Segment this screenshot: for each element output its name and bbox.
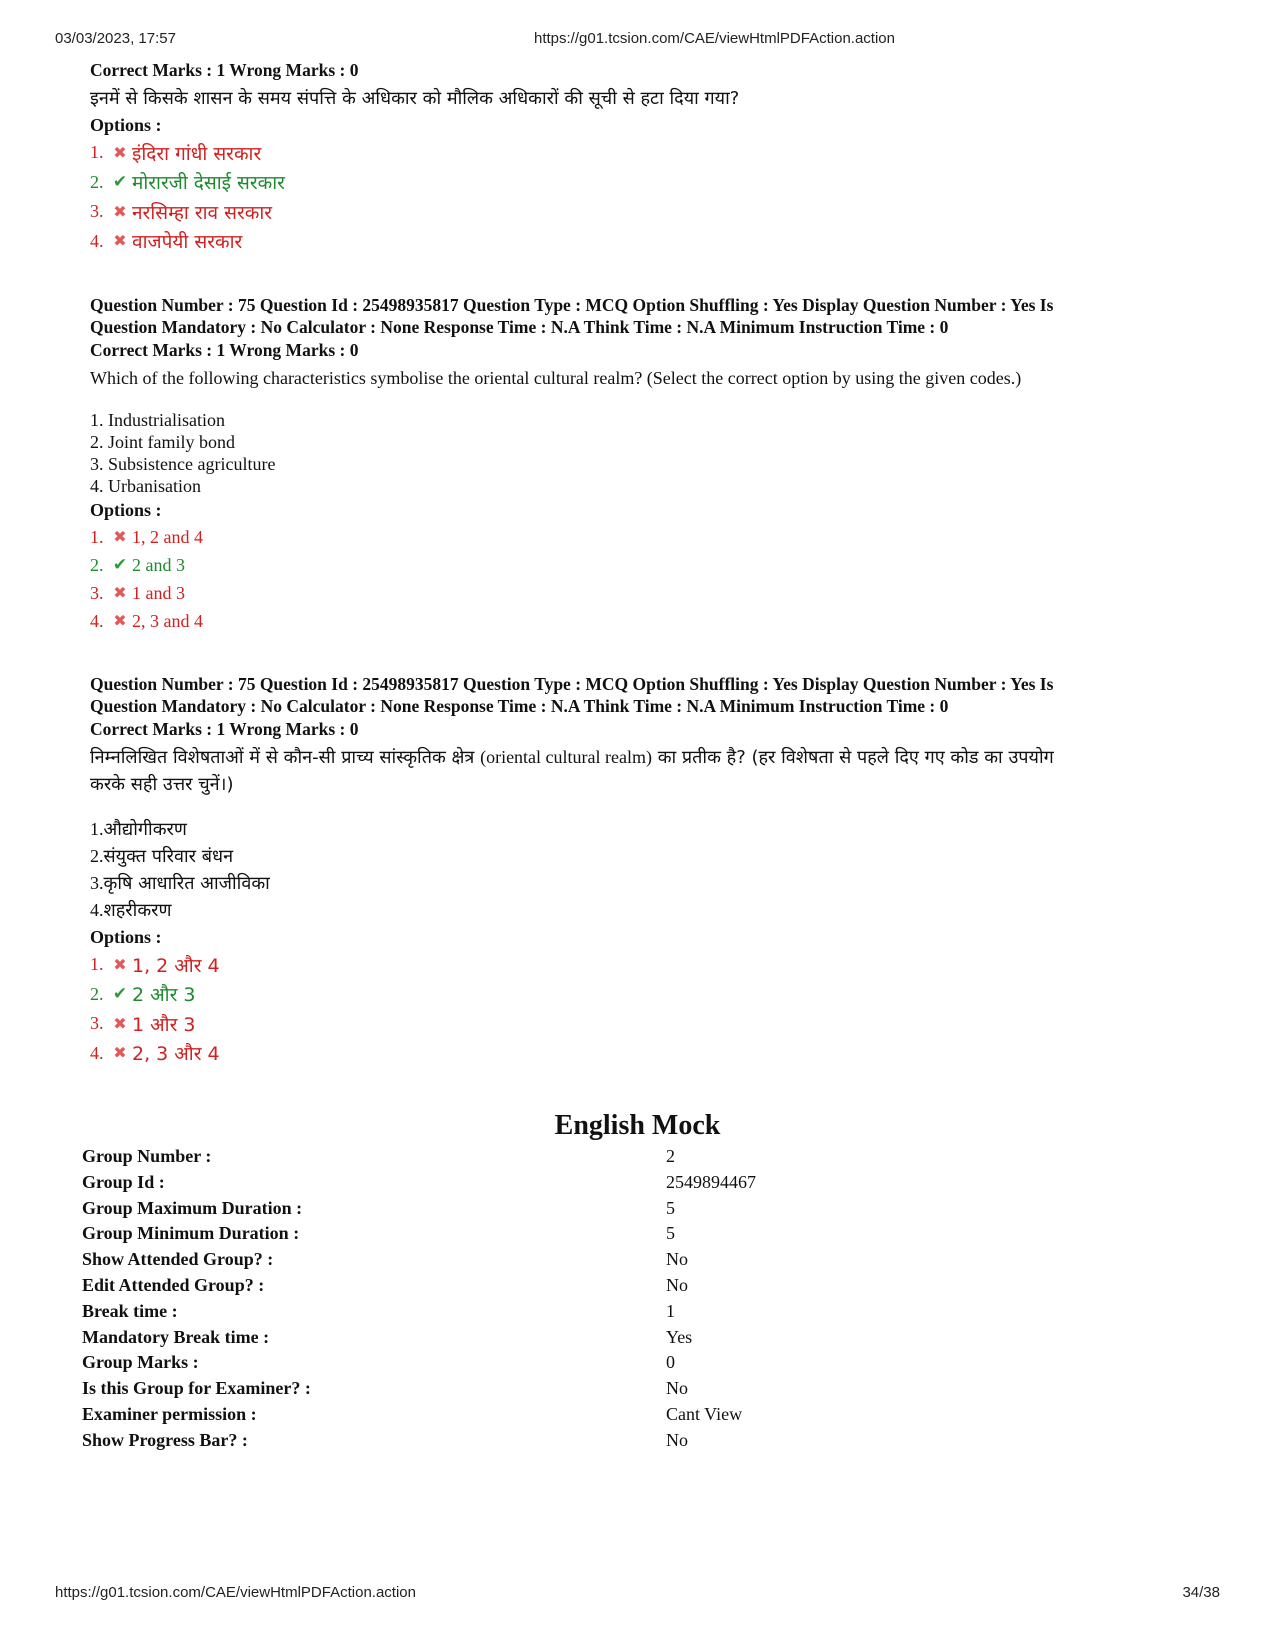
option-text: 1, 2 and 4: [132, 526, 203, 547]
option-number: 3.: [90, 201, 104, 222]
option-number: 1.: [90, 526, 104, 547]
group-info-value: No: [666, 1274, 688, 1295]
group-info-label: Show Attended Group? :: [82, 1249, 274, 1270]
option-text: 2 and 3: [132, 554, 185, 575]
statement-number: 3.: [90, 873, 104, 893]
option-item: [90, 523, 1210, 551]
group-info-table: [82, 1144, 1182, 1454]
options-list: [90, 138, 1210, 256]
option-text: वाजपेयी सरकार: [132, 231, 243, 254]
group-info-label: Is this Group for Examiner? :: [82, 1378, 311, 1399]
statement-text: कृषि आधारित आजीविका: [103, 873, 270, 894]
group-info-value: Yes: [666, 1326, 693, 1347]
option-text: 2, 3 and 4: [132, 610, 203, 631]
statement-item: [90, 843, 1210, 870]
group-info-value: No: [666, 1378, 688, 1399]
cross-icon: ✖: [113, 529, 127, 546]
option-text: 1 and 3: [132, 582, 185, 603]
question-text: Which of the following characteristics symbolise the oriental cultural realm? (Select the correct option by using the given codes.): [90, 368, 1022, 388]
statement-text: शहरीकरण: [103, 900, 172, 921]
options-label: Options :: [90, 927, 162, 947]
statement-list: [90, 409, 1210, 497]
question-meta-line: Question Mandatory : No Calculator : None Response Time : N.A Think Time : N.A Minimum Instruction Time : 0: [90, 696, 949, 716]
option-number: 2.: [90, 554, 104, 575]
group-info-value: 2549894467: [666, 1171, 756, 1192]
group-info-row: [82, 1144, 1182, 1170]
group-info-label: Group Minimum Duration :: [82, 1223, 300, 1244]
group-info-value: 1: [666, 1300, 675, 1321]
print-footer: [55, 1584, 1220, 1606]
group-info-label: Break time :: [82, 1300, 178, 1321]
question-text: इनमें से किसके शासन के समय संपत्ति के अधिकार को मौलिक अधिकारों की सूची से हटा दिया गया?: [90, 88, 740, 109]
question-text-part: का प्रतीक है? (हर विशेषता से पहले दिए गए कोड का उपयोग: [652, 747, 1054, 768]
group-info-label: Group Marks :: [82, 1352, 199, 1373]
option-number: 2.: [90, 983, 104, 1004]
group-info-row: [82, 1299, 1182, 1325]
question-text: [90, 744, 1210, 798]
group-info-row: [82, 1221, 1182, 1247]
options-list: [90, 523, 1210, 635]
group-info-value: Cant View: [666, 1403, 743, 1424]
question-meta-line: Question Number : 75 Question Id : 25498935817 Question Type : MCQ Option Shuffling : Yes Display Question Number : Yes Is: [90, 295, 1054, 315]
group-info-label: Examiner permission :: [82, 1403, 257, 1424]
statement-item: 2. Joint family bond: [90, 432, 235, 452]
option-text: 1 और 3: [132, 1013, 196, 1036]
cross-icon: ✖: [113, 1045, 127, 1063]
statement-item: 3. Subsistence agriculture: [90, 454, 276, 474]
group-info-label: Mandatory Break time :: [82, 1326, 270, 1347]
print-datetime: 03/03/2023, 17:57: [55, 30, 176, 47]
print-url[interactable]: https://g01.tcsion.com/CAE/viewHtmlPDFAction.action: [534, 30, 895, 47]
option-item: [90, 950, 1210, 980]
statement-number: 4.: [90, 900, 104, 920]
option-text: 2 और 3: [132, 984, 196, 1007]
group-info-label: Group Number :: [82, 1146, 212, 1166]
marks-line: Correct Marks : 1 Wrong Marks : 0: [90, 340, 359, 360]
marks-line: Correct Marks : 1 Wrong Marks : 0: [90, 60, 359, 80]
group-info-row: [82, 1325, 1182, 1351]
question-content: [90, 58, 1210, 1068]
section-title: English Mock: [554, 1110, 721, 1141]
option-item: [90, 227, 1210, 257]
option-text: 1, 2 और 4: [132, 954, 220, 977]
question-meta-line: Question Number : 75 Question Id : 25498935817 Question Type : MCQ Option Shuffling : Yes Display Question Number : Yes Is: [90, 674, 1054, 694]
group-info-value: 5: [666, 1223, 675, 1244]
group-info-row: [82, 1170, 1182, 1196]
statement-text: औद्योगीकरण: [103, 819, 187, 840]
options-list: [90, 950, 1210, 1068]
option-number: 3.: [90, 1013, 104, 1034]
print-header: [55, 30, 1220, 52]
question-text-part: (oriental cultural realm): [480, 747, 652, 767]
option-text: 2, 3 और 4: [132, 1043, 220, 1066]
question-text-part: करके सही उत्तर चुनें।): [90, 774, 234, 795]
statement-item: 1. Industrialisation: [90, 410, 225, 430]
statement-number: 1.: [90, 819, 104, 839]
check-icon: ✔: [112, 172, 128, 192]
group-info-value: 0: [666, 1352, 675, 1373]
option-item: [90, 1039, 1210, 1069]
option-item: [90, 1009, 1210, 1039]
group-info-row: [82, 1350, 1182, 1376]
cross-icon: ✖: [113, 613, 127, 630]
option-number: 4.: [90, 230, 104, 251]
options-label: Options :: [90, 115, 162, 135]
cross-icon: ✖: [113, 144, 127, 162]
group-info-row: [82, 1376, 1182, 1402]
cross-icon: ✖: [113, 203, 127, 221]
group-info-label: Group Maximum Duration :: [82, 1197, 303, 1218]
question-block-2: [90, 294, 1210, 635]
page-number: 34/38: [1182, 1584, 1220, 1601]
option-item-correct: [90, 980, 1210, 1010]
option-item-correct: [90, 168, 1210, 198]
options-label: Options :: [90, 500, 162, 520]
question-meta-line: Question Mandatory : No Calculator : None Response Time : N.A Think Time : N.A Minimum Instruction Time : 0: [90, 317, 949, 337]
marks-line: Correct Marks : 1 Wrong Marks : 0: [90, 719, 359, 739]
statement-item: [90, 897, 1210, 924]
group-info-row: [82, 1196, 1182, 1222]
question-text-part: निम्नलिखित विशेषताओं में से कौन-सी प्राच्य सांस्कृतिक क्षेत्र: [90, 747, 481, 768]
option-number: 4.: [90, 1042, 104, 1063]
cross-icon: ✖: [113, 585, 127, 602]
group-info-value: No: [666, 1429, 688, 1450]
print-footer-url[interactable]: https://g01.tcsion.com/CAE/viewHtmlPDFAction.action: [55, 1584, 416, 1601]
group-info-value: 2: [666, 1146, 675, 1166]
group-info-value: No: [666, 1249, 688, 1270]
cross-icon: ✖: [113, 233, 127, 251]
statement-text: संयुक्त परिवार बंधन: [103, 846, 234, 867]
option-number: 3.: [90, 582, 104, 603]
check-icon: ✔: [112, 555, 128, 574]
group-info-row: [82, 1428, 1182, 1454]
option-number: 2.: [90, 171, 104, 192]
statement-list: [90, 816, 1210, 924]
statement-number: 2.: [90, 846, 104, 866]
option-item: [90, 579, 1210, 607]
option-number: 1.: [90, 954, 104, 975]
group-info-row: [82, 1247, 1182, 1273]
cross-icon: ✖: [113, 1015, 127, 1033]
group-info-row: [82, 1273, 1182, 1299]
statement-item: [90, 870, 1210, 897]
group-info-row: [82, 1402, 1182, 1428]
option-item: [90, 138, 1210, 168]
statement-item: 4. Urbanisation: [90, 476, 201, 496]
group-info-label: Group Id :: [82, 1171, 165, 1192]
question-block-1: [90, 58, 1210, 256]
group-info-label: Show Progress Bar? :: [82, 1429, 248, 1450]
option-item: [90, 197, 1210, 227]
question-block-3: [90, 673, 1210, 1068]
option-item: [90, 607, 1210, 635]
option-text: नरसिम्हा राव सरकार: [132, 201, 273, 224]
cross-icon: ✖: [113, 956, 127, 974]
check-icon: ✔: [112, 984, 128, 1004]
option-text: इंदिरा गांधी सरकार: [132, 142, 262, 165]
group-info-value: 5: [666, 1197, 675, 1218]
option-number: 1.: [90, 142, 104, 163]
option-text: मोरारजी देसाई सरकार: [132, 172, 285, 195]
group-info-label: Edit Attended Group? :: [82, 1274, 265, 1295]
statement-item: [90, 816, 1210, 843]
option-number: 4.: [90, 610, 104, 631]
option-item-correct: [90, 551, 1210, 579]
